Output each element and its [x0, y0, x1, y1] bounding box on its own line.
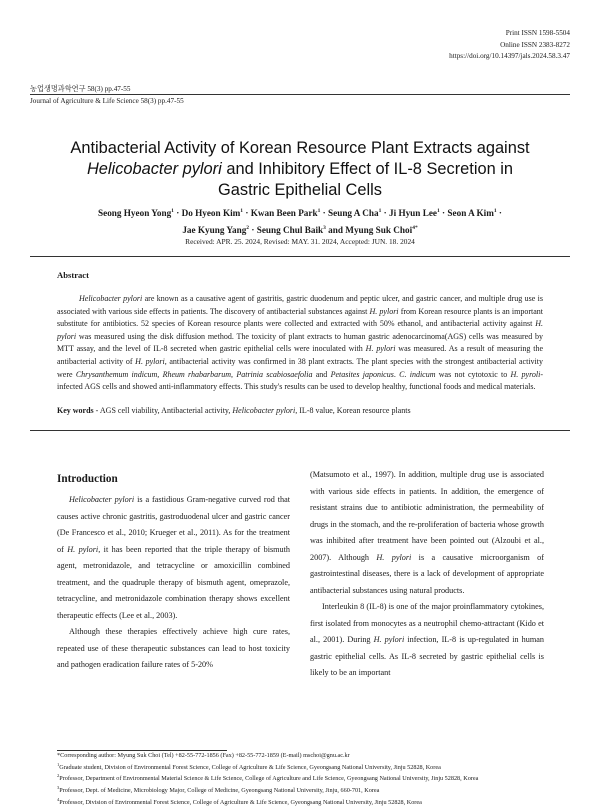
footnote-rule — [57, 750, 227, 751]
abstract-heading: Abstract — [57, 270, 89, 280]
title-line-1: Antibacterial Activity of Korean Resource Plant Extracts against — [70, 139, 530, 157]
title-line-3: Gastric Epithelial Cells — [218, 181, 382, 199]
intro-paragraph-3: (Matsumoto et al., 1997). In addition, multiple drug use is associated with various side effects in patients. In addition, the emergence of resistant strains due to antibiotic administration, the permeability of drugs in the stomach, and the re-proliferation of bacteria whose growth was inhibited after treatment have been pointed out (Alzoubi et al., 2007). Although H. pylori is a causative microorganism of gastrointestinal diseases, there is a lack of development of appropriate antibacterial substances using natural products. — [310, 470, 544, 595]
keywords: Key words - AGS cell viability, Antibacterial activity, Helicobacter pylori, IL-8 value, Korean resource plants — [57, 406, 411, 415]
body-column-right — [310, 467, 544, 682]
intro-paragraph-1: Helicobacter pylori is a fastidious Gram-negative curved rod that causes active chronic gastritis, gastroduodenal ulcer and gastric cancer (De Francesco et al., 2010; Krueger et al., 2011). As for the treatment of H. pylori, it has been reported that the triple therapy of bismuth agent, metronidazole, and tetracycline or amoxicillin combined treatment, and the quadruple therapy of bismuth agent, omeprazole, tetracycline, and metronidazole combination therapy shows excellent therapeutic effects (Lee et al., 2003). — [57, 495, 290, 620]
body-column-left — [57, 492, 290, 674]
author-line-2: Jae Kyung Yang$^2$ · Seung Chul Baik$^3$ and Myung Suk Choi$^{4*}$ — [182, 225, 418, 236]
online-issn: Online ISSN 2383-8272 — [500, 40, 570, 49]
author-list — [60, 204, 540, 238]
affiliation-1: $^1$Graduate student, Division of Environmental Forest Science, College of Agriculture & Life Science, Gyeongsang National University, Jinju 52828, Korea — [57, 761, 441, 771]
corresponding-author: *Corresponding author: Myung Suk Choi (Tel) +82-55-772-1856 (Fax) +82-55-772-1859 (E-mail) mschoi@gnu.ac.kr — [57, 752, 350, 759]
intro-paragraph-4: Interleukin 8 (IL-8) is one of the major proinflammatory cytokines, first isolated from monocytes as a neutrophil chemo-attractant (Kido et al., 2001). During H. pylori infection, IL-8 is up-regulated in human gastric epithelial cells. As IL-8 secreted by gastric epithelial cells is likely to be an important — [310, 602, 544, 677]
paper-title — [60, 138, 540, 201]
received-dates: Received: APR. 25. 2024, Revised: MAY. 31. 2024, Accepted: JUN. 18. 2024 — [185, 237, 415, 246]
doi-link[interactable]: https://doi.org/10.14397/jals.2024.58.3.47 — [449, 52, 570, 60]
title-line-2: Helicobacter pylori and Inhibitory Effect of IL-8 Secretion in — [86, 160, 514, 178]
header-rule — [30, 94, 570, 95]
intro-paragraph-2: Although these therapies effectively achieve high cure rates, repeated use of these therapeutic substances can lead to host toxicity and pathogen eradication failure rates of 5-20% — [57, 627, 290, 669]
abstract-bottom-rule — [30, 430, 570, 431]
affiliation-2: $^2$Professor, Department of Environmental Material Science & Life Science, College of Agriculture and Life Science, Gyeongsang National University, Jinju 52828, Korea — [57, 773, 479, 783]
affiliation-4: $^4$Professor, Division of Environmental Forest Science, College of Agriculture & Life Science, Gyeongsang National University, Jinju 52828, Korea — [57, 796, 422, 806]
print-issn: Print ISSN 1598-5504 — [505, 29, 570, 37]
abstract-top-rule — [30, 256, 570, 257]
affiliation-3: $^3$Professor, Dept. of Medicine, Microbiology Major, College of Medicine, Gyeongsang National University, Jinju, 660-701, Korea — [57, 784, 380, 794]
introduction-heading: Introduction — [57, 473, 118, 485]
journal-citation: Journal of Agriculture & Life Science 58(3) pp.47-55 — [30, 97, 184, 105]
korean-journal-citation: 농업생명과학연구 58(3) pp.47-55 — [30, 85, 131, 93]
abstract-body: Helicobacter pylori are known as a causative agent of gastritis, gastric duodenum and peptic ulcer, and gastric cancer, and multiple drug use is associated with various side effects in patients. The discovery of antibacterial substances against H. pylori from Korean resource plants is an important substitute for antibiotics. 52 species of Korean resource plants were collected and extracted with 50% ethanol, and antibacterial activity against H. pylori was measured using the disk diffusion method. The toxicity of plant extracts to human gastric adenocarcinoma(AGS) cells was measured by MTT assay, and the level of IL-8 secreted when gastric epithelial cells were inoculated with H. pylori was measured. As a result of measuring the antibacterial activity of H. pylori, antibacterial activity was confirmed in 38 plant extracts. The plant species with the strongest antibacterial activity were Chrysanthemum indicum, Rheum rhabarbarum, Patrinia scabiosaefolia and Petasites japonicus. C. indicum was not cytotoxic to H. pyroli-infected AGS cells and showed anti-inflammatory effects. This study's results can be used to develop healthy, functional foods and medical materials. — [57, 294, 544, 392]
footnotes — [57, 752, 544, 807]
journal-header-right — [449, 28, 570, 63]
author-line-1: Seong Hyeon Yong$^1$ · Do Hyeon Kim$^1$ · Kwan Been Park$^1$ · Seung A Cha$^1$ · Ji Hyun Lee$^1$ · Seon A Kim$^1$ · — [98, 208, 502, 219]
